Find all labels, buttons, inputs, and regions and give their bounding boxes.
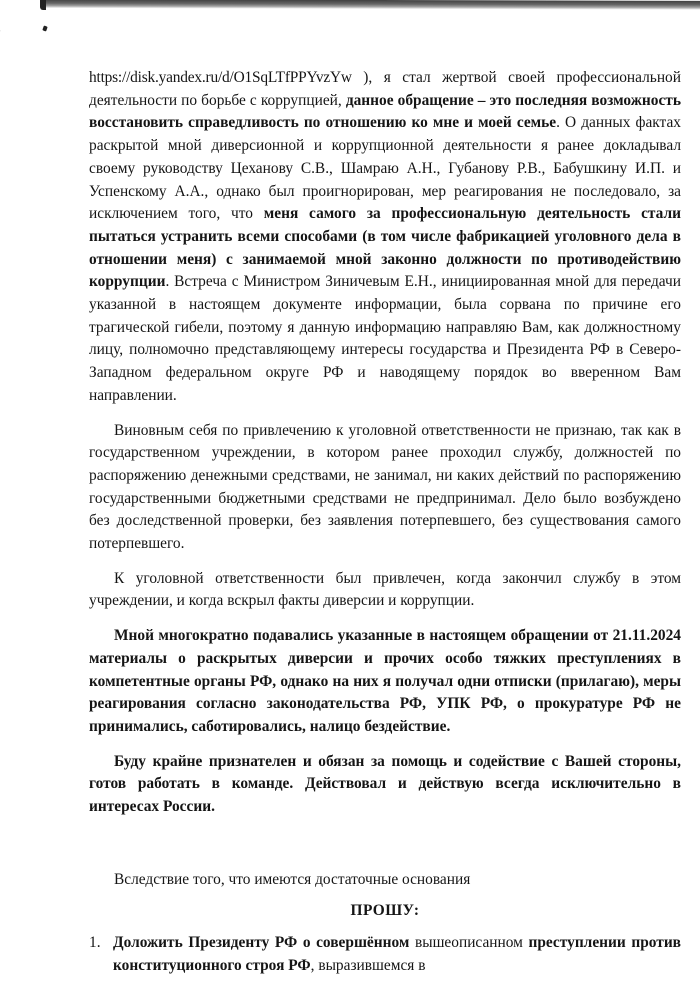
paragraph-corruption-report [89,67,681,408]
request-bold-text: преступлении против конституционного строя РФ [113,934,681,974]
request-bold-text: Доложить Президенту РФ о совершённом [113,934,410,952]
yandex-disk-link[interactable]: https://disk.yandex.ru/d/O1SqLTfPPYvzYw [89,69,352,86]
scan-fold-line [0,30,1,80]
request-plain-text: вышеописанном [409,934,529,952]
paragraph-not-guilty: Виновным себя по привлечению к уголовной ответственности не признаю, так как в государственном учреждении, в котором ранее проходил службу, должностей по распоряжению денежными средствами, не занимал, ни каких действий по распоряжению государственными бюджетными средствами не предпринимал. Дело было возбуждено без доследственной проверки, без заявления потерпевшего, без существования самого потерпевшего. [89,421,681,553]
scan-page-edge [42,0,700,10]
paragraph-bold-text: Буду крайне признателен и обязан за помощь и содействие с Вашей стороны, готов работать в команде. Действовал и действую всегда исключительно в интересах России. [89,752,681,816]
paragraph-bold-text: данное обращение – это последняя возможность восстановить справедливость по отношению ко мне и моей семье [89,91,681,132]
paragraph-bold-text: меня самого за профессиональную деятельность стали пытаться устранить всеми способами (в том числе фабрикацией уголовного дела в отношении меня) с занимаемой мной законно должности по противодействию коррупции [89,205,681,291]
paragraph-text: . Встреча с Министром Зиничевым Е.Н., инициированная мной для передачи указанной в настоящем документе информации, была сорвана по причине его трагической гибели, поэтому я данную информацию направляю Вам, как должностному лицу, полномочно представляющему интересы государства и Президента РФ в Северо-Западном федеральном округе РФ и наводящему порядок во вверенном Вам направлении. [89,273,681,404]
request-intro: Вследствие того, что имеются достаточные основания [114,870,471,888]
request-list [89,932,681,977]
paragraph-bold-text: Мной многократно подавались указанные в настоящем обращении от 21.11.2024 материалы о раскрытых диверсии и прочих особо тяжких преступлениях в компетентные органы РФ, однако на них я получал одни отписки (прилагаю), меры реагирования согласно законодательства РФ, УПК РФ, о прокуратуре РФ не принимались, саботировались, налицо бездействие. [89,627,681,735]
scan-speck [42,25,47,31]
document-body [89,67,681,978]
request-item [89,932,681,977]
request-number: 1. [89,934,101,952]
paragraph-text: ), я стал жертвой своей профессиональной деятельности по борьбе с коррупцией, [89,69,681,109]
paragraph-repeated-submissions [89,625,681,739]
paragraph-prosecution: К уголовной ответственности был привлечен, когда закончил службу в этом учреждении, и когда вскрыл факты диверсии и коррупции. [89,569,681,610]
paragraph-text: . О данных фактах раскрытой мной диверсионной и коррупционной деятельности я ранее докладывал своему руководству Цеханову С.В., Шамраю А.Н., Губанову Р.В., Бабушкину И.П. и Успенскому А.А., однако был проигнорирован, мер реагирования не последовало, за исключением того, что [89,114,681,223]
request-text [113,932,681,977]
request-plain-text: , выразившемся в [310,956,426,974]
paragraph-gratitude [89,751,681,819]
request-title: ПРОШУ: [350,901,420,919]
scan-page-corner [40,0,46,10]
